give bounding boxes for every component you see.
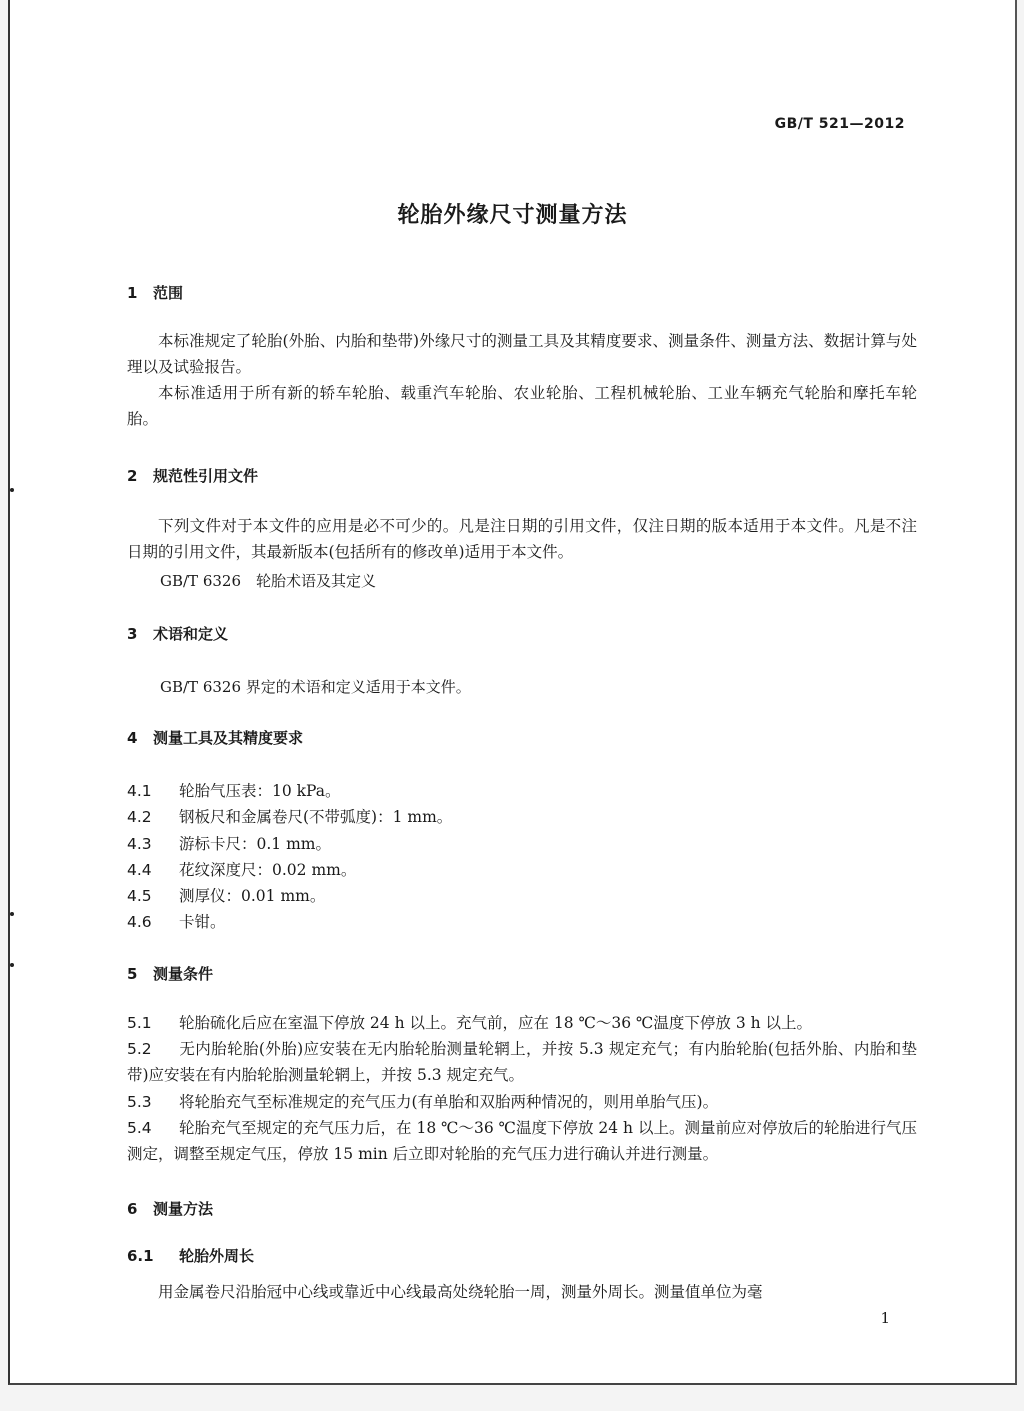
section-number: 1 bbox=[127, 284, 138, 302]
item-text: 无内胎轮胎(外胎)应安装在无内胎轮胎测量轮辋上，并按 5.3 规定充气；有内胎轮胎(包括外胎、内胎和垫带)应安装在有内胎轮胎测量轮辋上，并按 5.3 规定充气。 bbox=[127, 1040, 917, 1084]
item-number: 5.2 bbox=[127, 1040, 152, 1058]
paragraph: 下列文件对于本文件的应用是必不可少的。凡是注日期的引用文件，仅注日期的版本适用于本文件。凡是不注日期的引用文件，其最新版本(包括所有的修改单)适用于本文件。 bbox=[127, 517, 917, 561]
section-number: 4 bbox=[127, 729, 138, 747]
paragraph: GB/T 6326 界定的术语和定义适用于本文件。 bbox=[160, 678, 471, 696]
list-item bbox=[127, 779, 341, 801]
item-number: 4.5 bbox=[127, 887, 152, 905]
list-item bbox=[127, 1010, 917, 1036]
item-text: 测厚仪：0.01 mm。 bbox=[179, 887, 326, 905]
item-number: 5.1 bbox=[127, 1014, 152, 1032]
section-heading bbox=[127, 1198, 213, 1219]
section-title: 范围 bbox=[153, 284, 184, 302]
item-text: 轮胎气压表：10 kPa。 bbox=[179, 782, 341, 800]
item-text: 将轮胎充气至标准规定的充气压力(有单胎和双胎两种情况的，则用单胎气压)。 bbox=[179, 1093, 719, 1111]
section-heading bbox=[127, 465, 258, 486]
normative-reference: GB/T 6326 轮胎术语及其定义 bbox=[160, 572, 377, 590]
paragraph: 用金属卷尺沿胎冠中心线或靠近中心线最高处绕轮胎一周，测量外周长。测量值单位为毫 bbox=[158, 1283, 763, 1301]
list-item bbox=[127, 832, 331, 854]
item-number: 4.2 bbox=[127, 808, 152, 826]
item-text: 轮胎硫化后应在室温下停放 24 h 以上。充气前，应在 18 ℃～36 ℃温度下停放 3 h 以上。 bbox=[179, 1014, 813, 1032]
list-item bbox=[127, 1115, 917, 1167]
item-number: 4.1 bbox=[127, 782, 152, 800]
section-heading bbox=[127, 282, 183, 303]
section-title: 测量工具及其精度要求 bbox=[153, 729, 304, 747]
item-text: 游标卡尺：0.1 mm。 bbox=[179, 835, 331, 853]
section-heading bbox=[127, 963, 213, 984]
item-number: 5.3 bbox=[127, 1093, 152, 1111]
section-title: 测量条件 bbox=[153, 965, 214, 983]
paragraph: 本标准规定了轮胎(外胎、内胎和垫带)外缘尺寸的测量工具及其精度要求、测量条件、测量方法、数据计算与处理以及试验报告。 bbox=[127, 332, 917, 376]
item-text: 钢板尺和金属卷尺(不带弧度)：1 mm。 bbox=[179, 808, 453, 826]
section-number: 6 bbox=[127, 1200, 138, 1218]
section-number: 5 bbox=[127, 965, 138, 983]
section-title: 规范性引用文件 bbox=[153, 467, 259, 485]
section-number: 2 bbox=[127, 467, 138, 485]
list-item bbox=[127, 858, 356, 880]
item-number: 4.6 bbox=[127, 913, 152, 931]
standard-number: GB/T 521—2012 bbox=[774, 116, 905, 132]
section-heading bbox=[127, 727, 303, 748]
item-text: 卡钳。 bbox=[179, 913, 226, 931]
margin-dot bbox=[10, 488, 14, 492]
margin-dot bbox=[10, 912, 14, 916]
subsection-heading bbox=[127, 1245, 254, 1266]
list-item bbox=[127, 1036, 917, 1088]
margin-dot bbox=[10, 963, 14, 967]
item-number: 4.4 bbox=[127, 861, 152, 879]
subsection-number: 6.1 bbox=[127, 1247, 154, 1265]
item-text: 轮胎充气至规定的充气压力后，在 18 ℃～36 ℃温度下停放 24 h 以上。测量前应对停放后的轮胎进行气压测定，调整至规定气压，停放 15 min 后立即对轮胎的充气压力进行确认并进行测量。 bbox=[127, 1119, 917, 1163]
section-title: 测量方法 bbox=[153, 1200, 214, 1218]
item-number: 5.4 bbox=[127, 1119, 152, 1137]
item-text: 花纹深度尺：0.02 mm。 bbox=[179, 861, 357, 879]
section-number: 3 bbox=[127, 625, 138, 643]
section-title: 术语和定义 bbox=[153, 625, 229, 643]
paragraph: 本标准适用于所有新的轿车轮胎、载重汽车轮胎、农业轮胎、工程机械轮胎、工业车辆充气轮胎和摩托车轮胎。 bbox=[127, 384, 917, 428]
list-item bbox=[127, 884, 325, 906]
list-item bbox=[127, 1089, 917, 1115]
list-item bbox=[127, 910, 226, 932]
page-number: 1 bbox=[880, 1309, 890, 1327]
document-page bbox=[8, 0, 1017, 1385]
list-item bbox=[127, 805, 452, 827]
subsection-title: 轮胎外周长 bbox=[179, 1247, 255, 1265]
section-heading bbox=[127, 623, 228, 644]
document-title: 轮胎外缘尺寸测量方法 bbox=[397, 203, 628, 228]
item-number: 4.3 bbox=[127, 835, 152, 853]
